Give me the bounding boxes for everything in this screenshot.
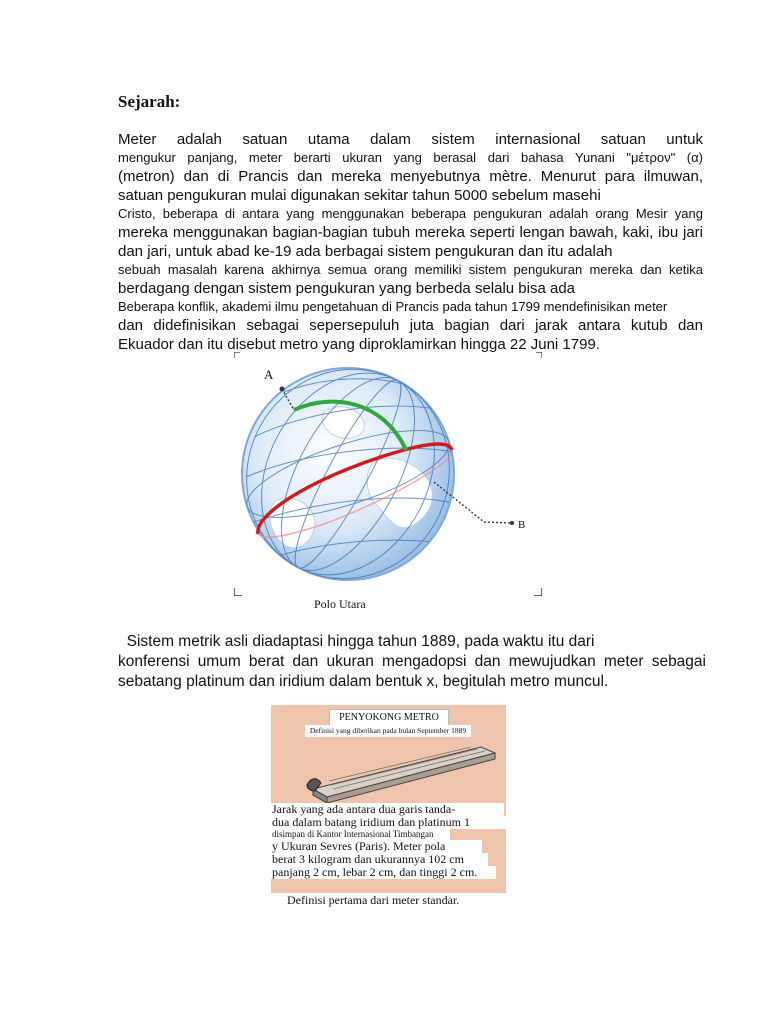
text-line: sebatang platinum dan iridium dalam bentuk x, begitulah metro muncul. [118, 673, 609, 690]
figure-title: PENYOKONG METRO [329, 709, 449, 726]
text-line: satuan pengukuran mulai digunakan sekitar tahun 5000 sebelum masehi [118, 187, 601, 204]
description-line: berat 3 kilogram dan ukurannya 102 cm [271, 853, 488, 866]
history-paragraph [118, 130, 703, 354]
text-line: mereka menggunakan bagian-bagian tubuh mereka seperti lengan bawah, kaki, ibu jari [118, 224, 703, 241]
section-heading: Sejarah: [118, 92, 181, 111]
point-b-label: B [518, 519, 526, 531]
description-line: Jarak yang ada antara dua garis tanda- [271, 803, 504, 816]
text-line: mengukur panjang, meter berarti ukuran yang berasal dari bahasa Yunani "μέτρον" (α) [118, 150, 703, 165]
text-line: sebuah masalah karena akhirnya semua orang memiliki sistem pengukuran mereka dan ketika [118, 262, 703, 277]
text-line: Cristo, beberapa di antara yang menggunakan beberapa pengukuran adalah orang Mesir yang [118, 206, 703, 221]
text-line: Sistem metrik asli diadaptasi hingga tahun 1889, pada waktu itu dari [118, 633, 595, 650]
metric-paragraph [118, 632, 706, 692]
figure-description [271, 803, 506, 879]
platinum-bar-illustration [271, 737, 506, 803]
metre-caption: Definisi pertama dari meter standar. [287, 893, 460, 907]
globe-caption: Polo Utara [314, 597, 366, 611]
description-line: y Ukuran Sevres (Paris). Meter pola [271, 840, 482, 853]
text-line: Meter adalah satuan utama dalam sistem internasional satuan untuk [118, 131, 703, 148]
description-line: dua dalam batang iridium dan platinum 1 [271, 816, 506, 829]
globe-illustration [234, 352, 542, 596]
description-line: disimpan di Kantor Internasional Timbangan [271, 829, 450, 840]
text-line: (metron) dan di Prancis dan mereka menyebutnya mètre. Menurut para ilmuwan, [118, 168, 703, 185]
metre-bar-figure [271, 705, 506, 893]
point-a-label: A [264, 367, 274, 382]
text-line: dan jari, untuk abad ke-19 ada berbagai sistem pengukuran dan itu adalah [118, 243, 613, 260]
text-line: konferensi umum berat dan ukuran mengadopsi dan mewujudkan meter sebagai [118, 653, 706, 670]
description-line: panjang 2 cm, lebar 2 cm, dan tinggi 2 cm. [271, 866, 496, 879]
globe-figure [234, 352, 542, 596]
text-line: Beberapa konflik, akademi ilmu pengetahuan di Prancis pada tahun 1799 mendefinisikan meter [118, 299, 668, 314]
text-line: berdagang dengan sistem pengukuran yang berbeda selalu bisa ada [118, 280, 576, 297]
figure-subtitle: Definisi yang diberikan pada bulan September 1889 [305, 725, 471, 737]
text-line: Ekuador dan itu disebut metro yang diproklamirkan hingga 22 Juni 1799. [118, 336, 600, 353]
text-line: dan didefinisikan sebagai sepersepuluh juta bagian dari jarak antara kutub dan [118, 317, 703, 334]
